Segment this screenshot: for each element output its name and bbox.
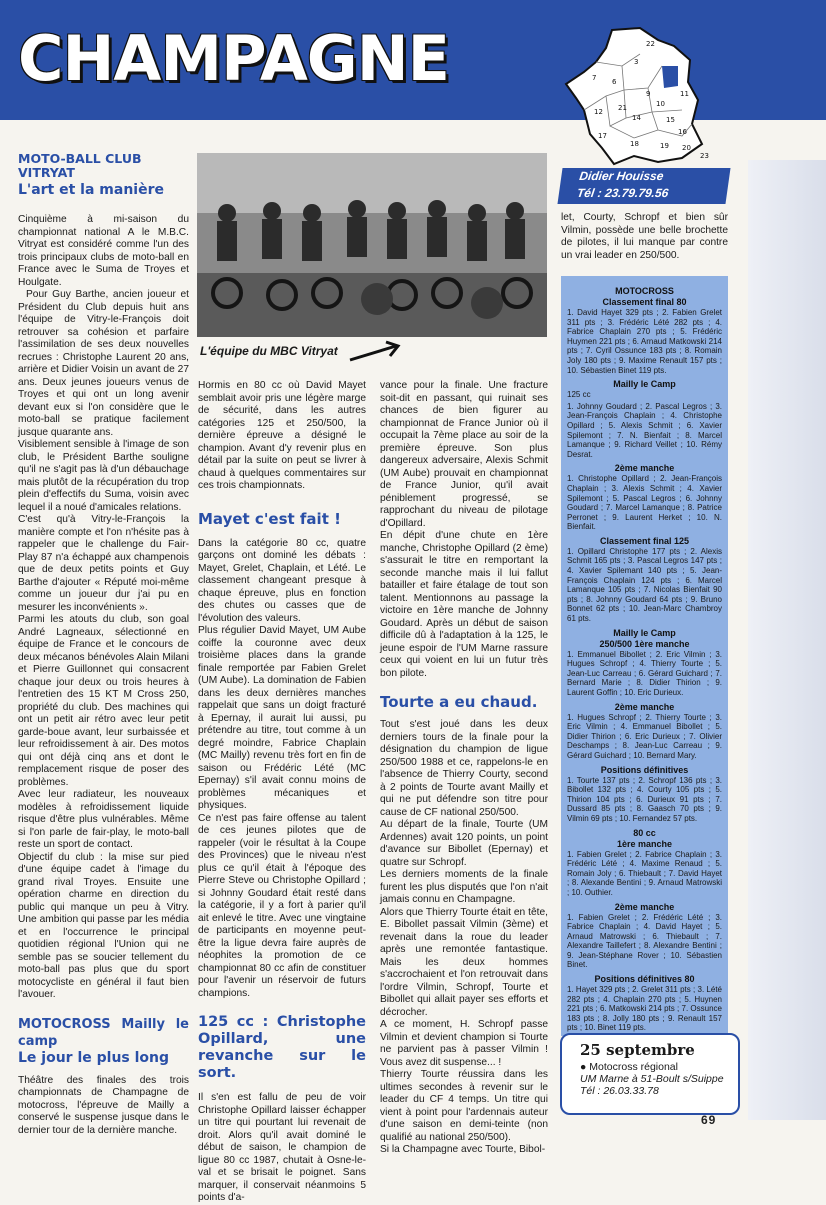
paragraph: Dans la catégorie 80 cc, quatre garçons ont dominé les débats : Mayet, Grelet, Chaplain, et Lété. Le classement changeant presque à chaque épreuve, plus en fonction des chutes ou casses que de l'évolution des valeurs.	[198, 537, 366, 624]
results-heading: Classement final 80	[602, 297, 687, 307]
results-heading: 2ème manche	[614, 901, 675, 912]
bullet-icon: ●	[580, 1061, 587, 1073]
results-text: 1. Johnny Goudard ; 2. Pascal Legros ; 3. Jean-François Chaplain ; 4. Christophe Opillard ; 5. Alexis Schmit ; 6. Xavier Spilemont ; 7. N. Bienfait ; 8. Marcel Lamanque ; 9. Richard Veillet ; 10. Rémy Desrat.	[567, 401, 722, 459]
section-title: MOTOCROSS Mailly le camp	[18, 1016, 189, 1049]
results-text: 1. Hugues Schropf ; 2. Thierry Tourte ; 3. Eric Vilmin ; 4. Emmanuel Bibollet ; 5. Didier Thirion ; 6. Eric Durieux ; 7. Olivier Deschamps ; 8. Jean-Luc Carreau ; 9. Gérard Guichard ; 10. Bernard Mary.	[567, 712, 722, 760]
results-sidebar	[561, 276, 728, 1036]
results-heading: 80 cc	[633, 827, 656, 838]
results-heading: MOTOCROSS	[615, 286, 674, 296]
section-title: MOTO-BALL CLUB	[18, 151, 142, 166]
column-4	[561, 212, 728, 262]
paragraph: Théâtre des finales des trois championnats de Champagne de motocross, l'épreuve de Mailly a conservé le suspense jusque dans le dernier tour de la dernière manche.	[18, 1074, 189, 1136]
results-heading: 2ème manche	[614, 701, 675, 712]
results-heading: Positions définitives 80	[594, 974, 695, 985]
paragraph: Les derniers moments de la finale furent les plus disputés que l'on n'ait jamais connu en Champagne.	[380, 869, 548, 905]
results-heading: Classement final 125	[599, 535, 690, 546]
champagne-region	[662, 66, 678, 88]
map-label: 22	[646, 40, 655, 48]
map-label: 9	[646, 90, 651, 98]
paragraph: Il s'en est fallu de peu de voir Christophe Opillard laisser échapper un titre qui pourtant lui revenait de droit. Alors qu'il avait dominé le début de saison, le champion de ligue 80 cc 1987, chutait à Osne-le-val et se brisait le poignet. Sans marquer, il conservait néanmoins 5 points d'a-	[198, 1092, 366, 1203]
event-place: UM Marne à 51-Boult s/Suippe	[580, 1073, 724, 1085]
section-title: VITRYAT	[18, 165, 75, 180]
map-label: 20	[682, 144, 691, 152]
paragraph: let, Courty, Schropf et bien sûr Vilmin, possède une belle brochette de pilotes, il lui manque par contre un vrai leader en 250/500.	[561, 212, 728, 261]
arrow-icon	[348, 338, 404, 368]
map-label: 23	[700, 152, 709, 160]
results-text: 1. Christophe Opillard ; 2. Jean-François Chaplain ; 3. Alexis Schmit ; 4. Xavier Spilemont ; 5. Pascal Legros ; 6. Johnny Goudard ; 7. Marcel Lamanque ; 8. Patrice Perronet ; 9. Laurent Herket ; 10. N. Bienfait.	[567, 474, 722, 532]
results-heading: Mailly le Camp	[613, 627, 676, 638]
paragraph: Alors que Thierry Tourte était en tête, E. Bibollet passait Vilmin (3ème) et revenait dans la roue du leader après une remontée fantastique. Mais les deux hommes s'accrochaient et l'on retrouvait dans l'ordre Vilmin, Schropf, Tourte et Bibollet qui allait payer ses efforts et décrocher.	[380, 906, 548, 1018]
results-heading: 250/500 1ère manche	[599, 638, 690, 649]
paragraph: vance pour la finale. Une fracture soit-dit en passant, qui ruinait ses chances de bien figurer au championnat de France Junior où il occupait la 7ème place au soir de la première épreuve. Son plus dangereux adversaire, Alexis Schmit (UM Aube) prouvait en championnat de France Junior, qu'il avait péniblement progressé, se rapprochant du niveau de pilotage d'Opillard.	[380, 380, 548, 529]
results-heading: Mailly le Camp	[613, 379, 676, 390]
contact-box	[557, 168, 730, 204]
paragraph: A ce moment, H. Schropf passe Vilmin et devient champion si Tourte ne parvient pas à passer Vilmin ! Vous avez dit suspense... !	[380, 1019, 548, 1068]
paragraph: Pour Guy Barthe, ancien joueur et Président du Club depuis huit ans l'équipe de Vitry-le-François doit retrouver sa cohésion et parfaire l'assimilation de ses deux nouvelles recrues : Christophe Laurent 20 ans, arrière et Didier Voisin un avant de 27 ans. Deux jeunes joueurs venus de Troyes et qui ont un long avenir devant eux si l'on considère que le moto-ball se pratique facilement jusque quarante ans.	[18, 289, 189, 438]
map-label: 11	[680, 90, 689, 98]
event-name: Motocross régional	[589, 1061, 678, 1073]
event-box	[560, 1033, 740, 1115]
contact-tel: Tél : 23.79.79.56	[576, 186, 670, 200]
map-label: 7	[592, 74, 597, 82]
results-text: 1. Fabien Grelet ; 2. Fabrice Chaplain ; 3. Frédéric Lété ; 4. Maxime Renaud ; 5. Romain Joly ; 6. Thiebault ; 7. David Hayet ; 8. Alexande Bentini ; 9. Arnaud Matrowski ; 10. Outhier.	[567, 849, 722, 897]
column-3	[380, 380, 548, 1157]
paragraph: Thierry Tourte réussira dans les ultimes secondes à revenir sur le leader du CF 4 temps. Un titre qui vient à point pour l'ardennais auteur d'une saison en demi-teinte (non qualifié au national 250/500).	[380, 1069, 548, 1143]
map-label: 16	[678, 128, 687, 136]
section-title: Tourte a eu chaud.	[380, 693, 538, 711]
event-date: 25 septembre	[580, 1041, 695, 1059]
results-text: 1. Opillard Christophe 177 pts ; 2. Alexis Schmit 165 pts ; 3. Pascal Legros 147 pts ; 4. Xavier Spilemant 140 pts ; 5. Jean-François Chaplain 124 pts ; 6. Marcel Lamanque 105 pts ; 7. Nicolas Bienfait 90 pts ; 8. Johnny Goudard 64 pts ; 9. Bruno Bonnet 62 pts ; 10. Jean-Marc Chambroy 61 pts.	[567, 546, 722, 624]
france-map-icon	[562, 26, 716, 168]
event-tel: Tél : 26.03.33.78	[580, 1085, 659, 1097]
paragraph: Ce n'est pas faire offense au talent de ces jeunes pilotes que de rappeler (voir le résultat à la Coupe des Provinces) que le niveau n'est plus ce qu'il était à l'époque des Pierre Steve ou Christophe Opillard ; si Johnny Goudard était resté dans la catégorie, il y a fort à parier qu'il ait enlevé le titre. Avec une vingtaine de participants en moyenne peut-être la ligue devra faire auprès de néophites la promotion de ce championnat 80 cc afin de constituer pour l'avenir un réservoir de futurs champions.	[198, 812, 366, 999]
paragraph: Objectif du club : la mise sur pied d'une équipe cadet à l'image du grand rival Troyes. Ensuite une opération charme en direction du public qui manque un peu à Vitry. Une ambition qui passe par les média et en l'occurrence le principal quotidien régional l'Union qui ne semble pas se soucier tellement du moto-ball pas plus que du sport motocycliste en général il faut bien l'avouer.	[18, 851, 189, 1000]
paragraph: Cinquième à mi-saison du championnat national A le M.B.C. Vitryat est considéré comme l'un des trois principaux clubs de moto-ball en France avec le Suma de Troyes et Houlgate.	[18, 214, 189, 288]
results-text: 1. Tourte 137 pts ; 2. Schropf 136 pts ; 3. Bibollet 132 pts ; 4. Courty 105 pts ; 5. Thirion 104 pts ; 6. Durieux 91 pts ; 7. Dussard 85 pts ; 8. Gaasch 70 pts ; 9. Vilmin 69 pts ; 10. Fernandez 57 pts.	[567, 775, 722, 823]
paragraph: Si la Champagne avec Tourte, Bibol-	[380, 1144, 546, 1155]
results-heading: Positions définitives	[600, 764, 689, 775]
photo-caption: L'équipe du MBC Vitryat	[200, 344, 338, 358]
map-label: 17	[598, 132, 607, 140]
map-label: 14	[632, 114, 641, 122]
results-heading: 1ère manche	[616, 838, 673, 849]
map-label: 12	[594, 108, 603, 116]
map-label: 6	[612, 78, 617, 86]
section-subtitle: Le jour le plus long	[18, 1049, 170, 1066]
section-title: Mayet c'est fait !	[198, 509, 341, 528]
paragraph: C'est qu'à Vitry-le-François la manière compte et l'on n'hésite pas à rappeler que le challenge du Fair-Play 87 n'a échappé aux champenois que de deux petits points et Guy Barthe d'ajouter « Réputé moi-même comme un joueur dur j'ai pu en mesurer les inconvénients ».	[18, 514, 189, 613]
results-heading: 2ème manche	[614, 463, 675, 474]
map-label: 21	[618, 104, 627, 112]
paragraph: Parmi les atouts du club, son goal André Lagneaux, sélectionné en équipe de France et le concours de deux mécanos bénévoles Alain Milani et Pierre Guillonnet qui consacrent chaque jour deux ou trois heures à l'entretien des 15 KT M Cross 250, propriété du club. Des machines qui ont un petit air rétro avec leur petit garde-boue avant, leur surbaissée et leur refroidissement à air. Des motos qui ont déjà cinq ans et dont le remplacement risque de poser des problèmes.	[18, 614, 189, 788]
section-subtitle: L'art et la manière	[18, 182, 165, 198]
contact-name: Didier Houisse	[578, 169, 665, 183]
event-name-row	[580, 1061, 738, 1073]
paragraph: Hormis en 80 cc où David Mayet semblait avoir pris une légère marge de sécurité, dans les autres catégories 125 et 250/500, la dernière épreuve a désigné le champion. Avant d'y revenir plus en détail par la suite on peut se livrer à chaud à quelques commentaires sur ces trois championnats.	[198, 380, 366, 491]
team-photo-image	[197, 153, 547, 337]
map-label: 15	[666, 116, 675, 124]
paragraph: En dépit d'une chute en 1ère manche, Christophe Opillard (2 ème) s'assurait le titre en remportant la seconde manche mais il lui fallut batailler et faire étalage de tout son talent. Mentionnons au passage la victoire en 1ère manche de Johnny Goudard. Après un début de saison difficile dû à l'adaptation à la 125, le jeune espoir de l'UM Marne rassure ceux qui voient en lui un futur très bon pilote.	[380, 530, 548, 679]
section-title: 125 cc : Christophe Opillard, une revanche sur le sort.	[198, 1014, 366, 1081]
team-photo	[197, 153, 547, 337]
map-label: 18	[630, 140, 639, 148]
banner-title: CHAMPAGNE	[18, 22, 449, 95]
paragraph: Tout s'est joué dans les deux derniers tours de la finale pour la désignation du champion de ligue 250/500 1988 et ce, rappelons-le en l'absence de Thierry Courty, second à 2 points de Tourte avant Mailly et qui ne put défendre son titre pour cause de CF national 250/500.	[380, 719, 548, 818]
paragraph: Avec leur radiateur, les nouveaux modèles à refroidissement liquide risque d'être plus vulnérables. Même si l'on parle de fair-play, le moto-ball reste un sport de contact.	[18, 789, 189, 850]
results-text: 1. David Hayet 329 pts ; 2. Fabien Grelet 311 pts ; 3. Frédéric Lété 282 pts ; 4. Fabrice Chaplain 270 pts ; 5. Frédéric Huymen 221 pts ; 6. Arnaud Matkowski 214 pts ; 7. Cyril Ossunce 183 pts ; 8. Romain Joly 180 pts ; 9. Maxime Renault 157 pts ; 10. Sébastien Binet 119 pts.	[567, 308, 722, 375]
results-text: 125 cc	[567, 390, 591, 400]
results-text: 1. Emmanuel Bibollet ; 2. Eric Vilmin ; 3. Hugues Schropf ; 4. Thierry Tourte ; 5. Jean-Luc Carreau ; 6. Gérard Guichard ; 7. Bernard Marie ; 8. Didier Thirion ; 9. Laurent Goffin ; 10. Eric Durieux.	[567, 649, 722, 697]
column-1	[18, 152, 189, 1137]
paragraph: Plus régulier David Mayet, UM Aube coiffe la couronne avec deux troisième places dans la grande finale remportée par Fabien Grelet (UM Aube). La domination de Fabien dans les deux dernières manches rappelait que sans un doigt fracturé à Epernay, il aurait lui aussi, pu prétendre au titre, tout comme à un degré moindre, Fabrice Chaplain (MC Mailly) revenu très fort en fin de saison ou Frédéric Lété (MC Epernay) s'il avait connu moins de problèmes mécaniques et physiques.	[198, 625, 366, 811]
paragraph: Au départ de la finale, Tourte (UM Ardennes) avait 120 points, un point d'avance sur Bibollet (Epernay) et quatre sur Schropf.	[380, 819, 548, 868]
column-2	[198, 380, 366, 1205]
page-number: 69	[701, 1113, 717, 1127]
map-label: 19	[660, 142, 669, 150]
map-label: 3	[634, 58, 639, 66]
results-text: 1. Hayet 329 pts ; 2. Grelet 311 pts ; 3. Lété 282 pts ; 4. Chaplain 270 pts ; 5. Huynen 221 pts ; 6. Matkowski 214 pts ; 7. Ossunce 183 pts ; 8. Jolly 180 pts ; 9. Renault 157 pts ; 10. Binet 119 pts.	[567, 985, 722, 1033]
paragraph: Visiblement sensible à l'image de son club, le Président Barthe souligne qu'il ne s'agit pas là d'un débauchage mais plutôt de la récupération du trop plein d'effectifs du Suma, voisin avec lequel il a noué d'amicales relations.	[18, 439, 189, 513]
page-edge-shadow	[748, 160, 826, 1120]
results-text: 1. Fabien Grelet ; 2. Frédéric Lété ; 3. Fabrice Chaplain ; 4. David Hayet ; 5. Arnaud Matrowski ; 6. Thiebault ; 7. Alexandre Taillefert ; 8. Alexandre Bentini ; 9. Jean-Stéphane Rover ; 10. Sébastien Binet.	[567, 912, 722, 970]
map-label: 10	[656, 100, 665, 108]
